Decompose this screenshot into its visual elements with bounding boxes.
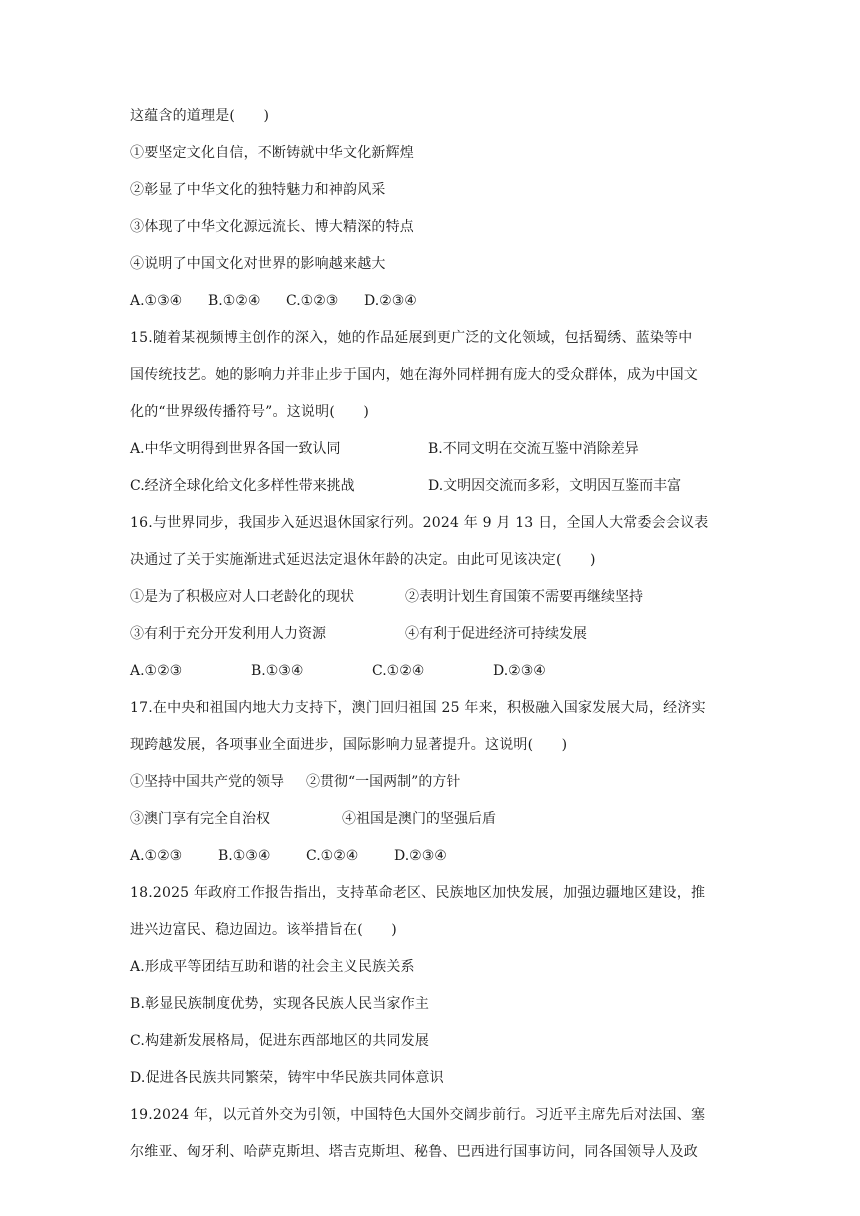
statement-item: ①是为了积极应对人口老龄化的现状: [130, 589, 354, 605]
option-c: C.①②③: [286, 293, 339, 309]
option-c: C.经济全球化给文化多样性带来挑战: [130, 478, 355, 494]
statement-item: ③体现了中华文化源远流长、博大精深的特点: [130, 219, 414, 235]
question-stem-line: 决通过了关于实施渐进式延迟法定退休年龄的决定。由此可见该决定( ): [130, 552, 596, 568]
option-b: B.彰显民族制度优势，实现各民族人民当家作主: [130, 996, 430, 1012]
question-stem-line: 19.2024 年，以元首外交为引领，中国特色大国外交阔步前行。习近平主席先后对法国、塞: [130, 1107, 706, 1123]
question-stem-line: 尔维亚、匈牙利、哈萨克斯坦、塔吉克斯坦、秘鲁、巴西进行国事访问，同各国领导人及政: [130, 1144, 698, 1160]
option-a: A.①③④: [130, 293, 183, 309]
option-a: A.①②③: [130, 848, 183, 864]
option-d: D.促进各民族共同繁荣，铸牢中华民族共同体意识: [130, 1070, 444, 1086]
option-c: C.①②④: [372, 663, 425, 679]
statement-item: ④有利于促进经济可持续发展: [405, 626, 587, 642]
question-19: [130, 1103, 730, 1164]
question-14: [130, 104, 730, 313]
statement-item: ④祖国是澳门的坚强后盾: [342, 811, 496, 827]
option-d: D.文明因交流而多彩，文明因互鉴而丰富: [428, 478, 682, 494]
answer-options: [130, 289, 730, 313]
exam-content: [130, 104, 730, 1164]
option-b: B.①③④: [218, 848, 271, 864]
question-stem-line: 15.随着某视频博主创作的深入，她的作品延展到更广泛的文化领域，包括蜀绣、蓝染等中: [130, 330, 693, 346]
question-stem-line: 17.在中央和祖国内地大力支持下，澳门回归祖国 25 年来，积极融入国家发展大局，经济实: [130, 700, 706, 716]
option-d: D.②③④: [394, 848, 447, 864]
question-stem-line: 国传统技艺。她的影响力并非止步于国内，她在海外同样拥有庞大的受众群体，成为中国文: [130, 367, 698, 383]
option-a: A.①②③: [130, 663, 183, 679]
statement-row: [130, 585, 730, 609]
option-b: B.不同文明在交流互鉴中消除差异: [428, 441, 639, 457]
question-stem-line: 现跨越发展，各项事业全面进步，国际影响力显著提升。这说明( ): [130, 737, 568, 753]
option-b: B.①②④: [208, 293, 261, 309]
option-a: A.形成平等团结互助和谐的社会主义民族关系: [130, 959, 415, 975]
answer-options: [130, 474, 730, 498]
question-stem-line: 这蕴含的道理是( ): [130, 108, 270, 124]
option-c: C.①②④: [306, 848, 359, 864]
answer-options: [130, 437, 730, 461]
statement-item: ①要坚定文化自信，不断铸就中华文化新辉煌: [130, 145, 414, 161]
statement-row: [130, 770, 730, 794]
statement-item: ④说明了中国文化对世界的影响越来越大: [130, 256, 386, 272]
statement-item: ②贯彻“一国两制”的方针: [306, 774, 461, 790]
question-stem-line: 化的“世界级传播符号”。这说明( ): [130, 404, 370, 420]
answer-options: [130, 659, 730, 683]
answer-options: [130, 844, 730, 868]
statement-item: ②表明计划生育国策不需要再继续坚持: [405, 589, 643, 605]
option-a: A.中华文明得到世界各国一致认同: [130, 441, 341, 457]
question-18: [130, 881, 730, 1090]
statement-item: ①坚持中国共产党的领导: [130, 774, 284, 790]
option-b: B.①③④: [251, 663, 304, 679]
option-d: D.②③④: [364, 293, 417, 309]
question-stem-line: 18.2025 年政府工作报告指出，支持革命老区、民族地区加快发展，加强边疆地区建设，推: [130, 885, 706, 901]
question-15: [130, 326, 730, 498]
option-d: D.②③④: [493, 663, 546, 679]
question-17: [130, 696, 730, 868]
option-c: C.构建新发展格局，促进东西部地区的共同发展: [130, 1033, 430, 1049]
statement-row: [130, 622, 730, 646]
statement-row: [130, 807, 730, 831]
question-stem-line: 进兴边富民、稳边固边。该举措旨在( ): [130, 922, 397, 938]
question-16: [130, 511, 730, 683]
statement-item: ③澳门享有完全自治权: [130, 811, 270, 827]
question-stem-line: 16.与世界同步，我国步入延迟退休国家行列。2024 年 9 月 13 日，全国人大常委会会议表: [130, 515, 709, 531]
statement-item: ②彰显了中华文化的独特魅力和神韵风采: [130, 182, 386, 198]
statement-item: ③有利于充分开发利用人力资源: [130, 626, 326, 642]
